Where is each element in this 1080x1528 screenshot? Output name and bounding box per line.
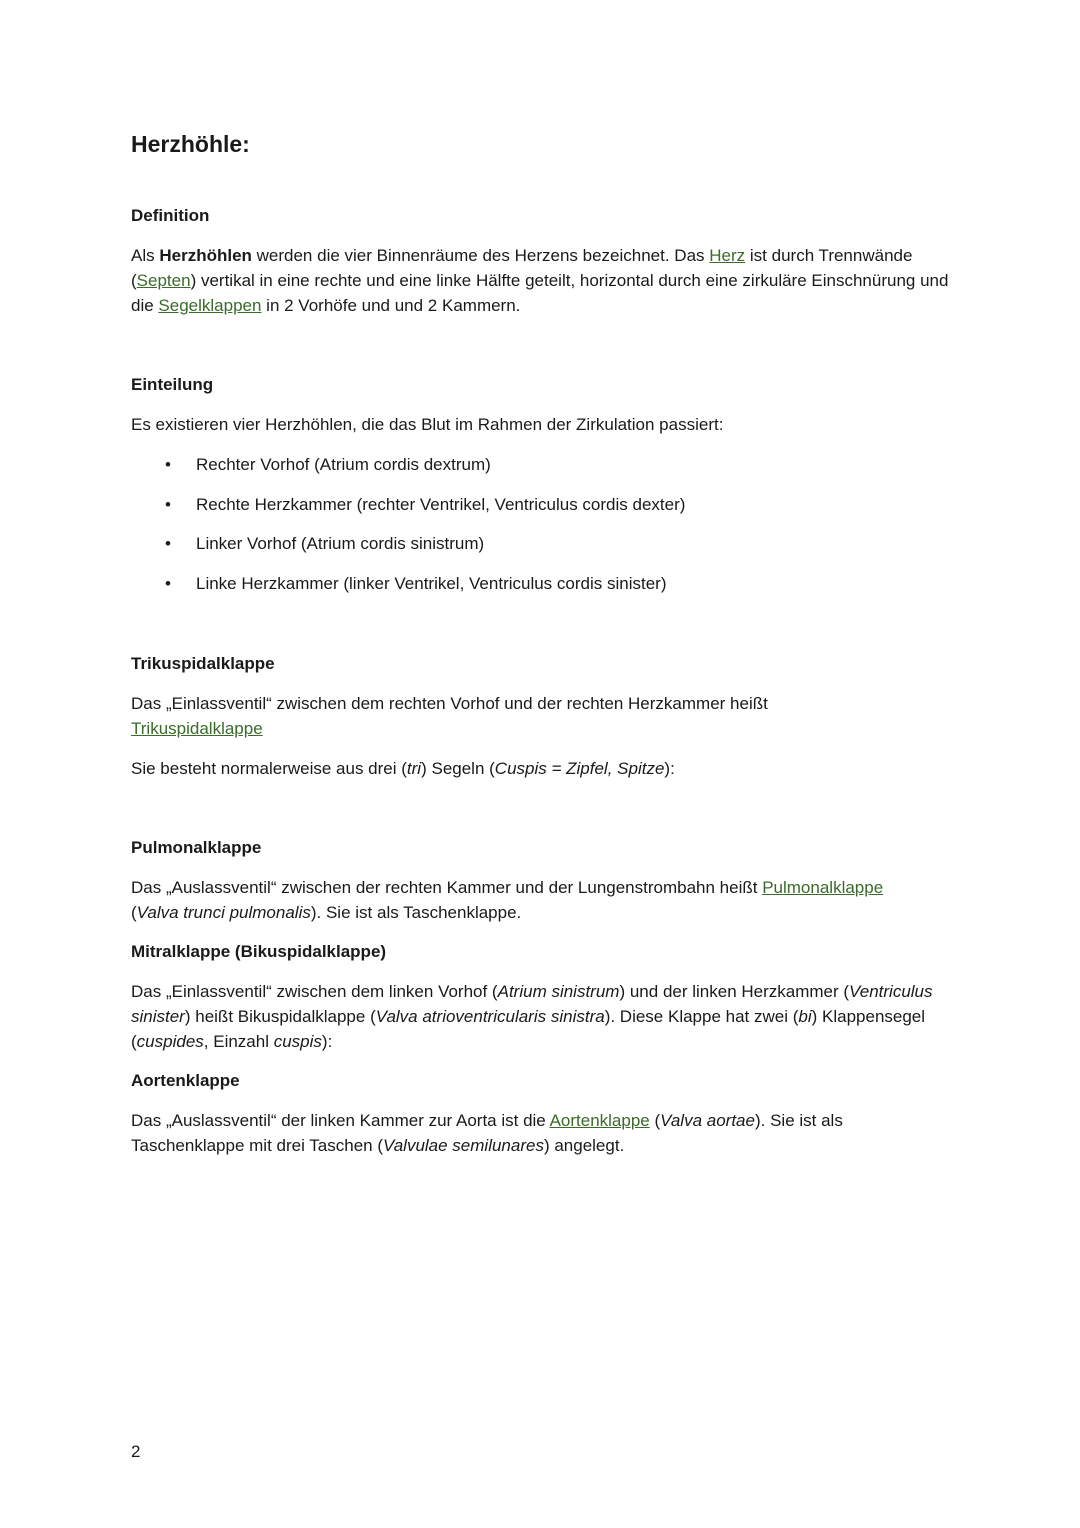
italic-term: Valva aortae [660, 1111, 755, 1130]
italic-term: cuspis [273, 1032, 322, 1051]
text-span: in 2 Vorhöfe und und 2 Kammern. [261, 296, 521, 315]
list-item-text: Rechter Vorhof (Atrium cordis dextrum) [196, 455, 491, 474]
trikuspidal-paragraph [131, 691, 951, 741]
einteilung-intro: Es existieren vier Herzhöhlen, die das Blut im Rahmen der Zirkulation passiert: [131, 415, 724, 434]
text-span: ) und der linken Herzkammer ( [619, 982, 850, 1001]
page-title: Herzhöhle: [131, 131, 250, 157]
link-septen[interactable]: Septen [136, 271, 191, 290]
bold-term: Herzhöhlen [159, 246, 252, 265]
text-span: ) vertikal in eine rechte und eine linke Hälfte geteilt, horizontal durch eine zirkuläre Einschnürung und die [131, 271, 949, 315]
text-span: Sie besteht normalerweise aus drei ( [131, 759, 407, 778]
aorten-heading: Aortenklappe [131, 1071, 240, 1090]
link-trikuspidalklappe[interactable]: Trikuspidalklappe [131, 719, 263, 738]
text-span: ). Diese Klappe hat zwei ( [604, 1007, 799, 1026]
definition-paragraph [131, 243, 951, 318]
text-span: ). Sie ist als Taschenklappe mit drei Taschen ( [131, 1111, 843, 1155]
text-span: Das „Einlassventil“ zwischen dem linken Vorhof ( [131, 982, 498, 1001]
text-span: Als [131, 246, 160, 265]
italic-term: Valva trunci pulmonalis [136, 903, 311, 922]
trikuspidal-heading: Trikuspidalklappe [131, 654, 275, 673]
text-span: Das „Auslassventil“ der linken Kammer zur Aorta ist die [131, 1111, 550, 1130]
italic-term: tri [406, 759, 422, 778]
page-number: 2 [131, 1442, 141, 1461]
mitral-heading: Mitralklappe (Bikuspidalklappe) [131, 942, 387, 961]
link-herz[interactable]: Herz [709, 246, 746, 265]
chamber-list [131, 453, 951, 596]
text-span: ) Klappensegel ( [131, 1007, 926, 1051]
text-span: Das „Auslassventil“ zwischen der rechten Kammer und der Lungenstrombahn heißt [131, 878, 763, 897]
bullet-icon: • [165, 574, 171, 593]
text-span: ( [131, 903, 137, 922]
link-aortenklappe[interactable]: Aortenklappe [549, 1111, 650, 1130]
italic-term: Atrium sinistrum [497, 982, 620, 1001]
list-item [131, 572, 951, 596]
trikuspidal-segel-paragraph [131, 756, 951, 781]
list-item-text: Rechte Herzkammer (rechter Ventrikel, Ventriculus cordis dexter) [196, 495, 686, 514]
aorten-paragraph [131, 1108, 951, 1158]
text-span: ist durch Trennwände ( [131, 246, 913, 290]
list-item-text: Linke Herzkammer (linker Ventrikel, Ventriculus cordis sinister) [196, 574, 667, 593]
bullet-icon: • [165, 534, 171, 553]
text-span: werden die vier Binnenräume des Herzens bezeichnet. Das [251, 246, 710, 265]
text-span: Das „Einlassventil“ zwischen dem rechten Vorhof und der rechten Herzkammer heißt [131, 694, 768, 713]
pulmonal-heading: Pulmonalklappe [131, 838, 262, 857]
italic-term: cuspides [136, 1032, 204, 1051]
italic-term: bi [798, 1007, 812, 1026]
einteilung-heading: Einteilung [131, 375, 214, 394]
italic-term: Valva atrioventricularis sinistra [375, 1007, 605, 1026]
link-segelklappen[interactable]: Segelklappen [158, 296, 262, 315]
definition-heading: Definition [131, 206, 210, 225]
list-item [131, 453, 951, 477]
bullet-icon: • [165, 495, 171, 514]
bullet-icon: • [165, 455, 171, 474]
italic-term: Ventriculus sinister [131, 982, 933, 1026]
pulmonal-paragraph [131, 875, 951, 925]
text-span: ) Segeln ( [421, 759, 495, 778]
text-span: ): [321, 1032, 333, 1051]
list-item [131, 532, 951, 556]
text-span: ( [649, 1111, 661, 1130]
text-span: ) angelegt. [543, 1136, 625, 1155]
italic-term: Valvulae semilunares [383, 1136, 544, 1155]
text-span: , Einzahl [203, 1032, 274, 1051]
text-span: ): [664, 759, 675, 778]
italic-term: Cuspis = Zipfel, Spitze [494, 759, 665, 778]
list-item [131, 493, 951, 517]
text-span: ) heißt Bikuspidalklappe ( [184, 1007, 376, 1026]
document-page [131, 128, 951, 1158]
link-pulmonalklappe[interactable]: Pulmonalklappe [762, 878, 884, 897]
mitral-paragraph [131, 979, 951, 1054]
text-span: ). Sie ist als Taschenklappe. [310, 903, 522, 922]
list-item-text: Linker Vorhof (Atrium cordis sinistrum) [196, 534, 485, 553]
